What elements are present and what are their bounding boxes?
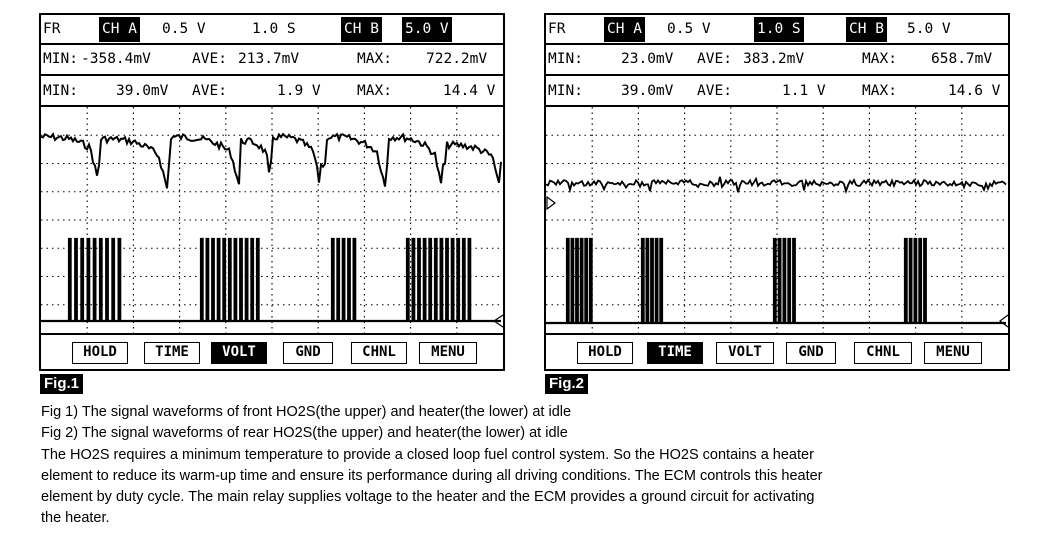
volt-button[interactable]: VOLT [211, 342, 267, 364]
time-button[interactable]: TIME [144, 342, 200, 364]
time-base: 1.0 S [754, 17, 804, 42]
chnl-button[interactable]: CHNL [351, 342, 407, 364]
figure-label-1: Fig.1 [40, 374, 83, 394]
min-label: MIN: [43, 51, 78, 67]
scope-screen-fig1 [39, 13, 505, 371]
ch-b-max-value: 14.4 V [443, 83, 496, 99]
ch-a-volts: 0.5 V [162, 21, 206, 37]
description-line: the heater. [41, 510, 110, 526]
waveform-display [546, 107, 1008, 333]
ch-b-label: CH B [846, 17, 887, 42]
hold-button[interactable]: HOLD [577, 342, 633, 364]
chnl-button[interactable]: CHNL [854, 342, 912, 364]
time-base: 1.0 S [252, 21, 296, 37]
softkey-bar [546, 333, 1008, 371]
menu-button[interactable]: MENU [419, 342, 477, 364]
caption-fig1: Fig 1) The signal waveforms of front HO2S(the upper) and heater(the lower) at idle [41, 404, 572, 420]
heater-trace [546, 239, 1006, 323]
ch-b-volts: 5.0 V [907, 21, 951, 37]
ho2s-trace [41, 134, 501, 188]
ch-a-ave-value: 383.2mV [743, 51, 805, 67]
ch-b-min-value: 39.0mV [621, 83, 674, 99]
ch-b-ave-value: 1.9 V [277, 83, 321, 99]
ch-b-max-value: 14.6 V [948, 83, 1001, 99]
ch-a-stats-row [546, 47, 1008, 72]
hold-button[interactable]: HOLD [72, 342, 128, 364]
status-row [546, 17, 1008, 42]
ch-a-max-value: 658.7mV [931, 51, 993, 67]
waveform-display [41, 107, 503, 333]
description-line: The HO2S requires a minimum temperature to provide a closed loop fuel control system. So the HO2S contains a heater [41, 447, 814, 463]
ch-b-volts: 5.0 V [402, 17, 452, 42]
ground-marker-icon [1000, 315, 1008, 327]
max-label: MAX: [357, 83, 392, 99]
min-label: MIN: [43, 83, 78, 99]
max-label: MAX: [862, 83, 897, 99]
figure-label-2: Fig.2 [545, 374, 588, 394]
description-line: element by duty cycle. The main relay supplies voltage to the heater and the ECM provides a ground circuit for activating [41, 489, 815, 505]
min-label: MIN: [548, 83, 583, 99]
ch-a-min-value: 23.0mV [621, 51, 674, 67]
ch-b-stats-row [41, 79, 503, 104]
ch-a-label: CH A [99, 17, 140, 42]
ch-b-min-value: 39.0mV [116, 83, 169, 99]
gnd-button[interactable]: GND [283, 342, 333, 364]
scope-screen-fig2 [544, 13, 1010, 371]
ave-label: AVE: [697, 83, 732, 99]
ave-label: AVE: [192, 83, 227, 99]
ch-a-volts: 0.5 V [667, 21, 711, 37]
max-label: MAX: [862, 51, 897, 67]
ch-a-max-value: 722.2mV [426, 51, 488, 67]
gnd-button[interactable]: GND [786, 342, 836, 364]
heater-trace [41, 239, 501, 321]
time-button[interactable]: TIME [647, 342, 703, 364]
volt-button[interactable]: VOLT [716, 342, 774, 364]
min-label: MIN: [548, 51, 583, 67]
softkey-bar [41, 333, 503, 371]
ch-b-ave-value: 1.1 V [782, 83, 826, 99]
description-line: element to reduce its warm-up time and ensure its performance during all driving conditions. The ECM controls this heater [41, 468, 823, 484]
ch-a-min-value: -358.4mV [81, 51, 151, 67]
ch-a-label: CH A [604, 17, 645, 42]
max-label: MAX: [357, 51, 392, 67]
ch-b-label: CH B [341, 17, 382, 42]
caption-fig2: Fig 2) The signal waveforms of rear HO2S(the upper) and heater(the lower) at idle [41, 425, 568, 441]
fr-label: FR [548, 21, 566, 37]
menu-button[interactable]: MENU [924, 342, 982, 364]
ave-label: AVE: [697, 51, 732, 67]
ch-a-ave-value: 213.7mV [238, 51, 300, 67]
ch-b-stats-row [546, 79, 1008, 104]
ave-label: AVE: [192, 51, 227, 67]
status-row [41, 17, 503, 42]
fr-label: FR [43, 21, 61, 37]
ho2s-trace [546, 177, 1006, 192]
ch-a-stats-row [41, 47, 503, 72]
ch-a-marker-icon [547, 197, 555, 209]
